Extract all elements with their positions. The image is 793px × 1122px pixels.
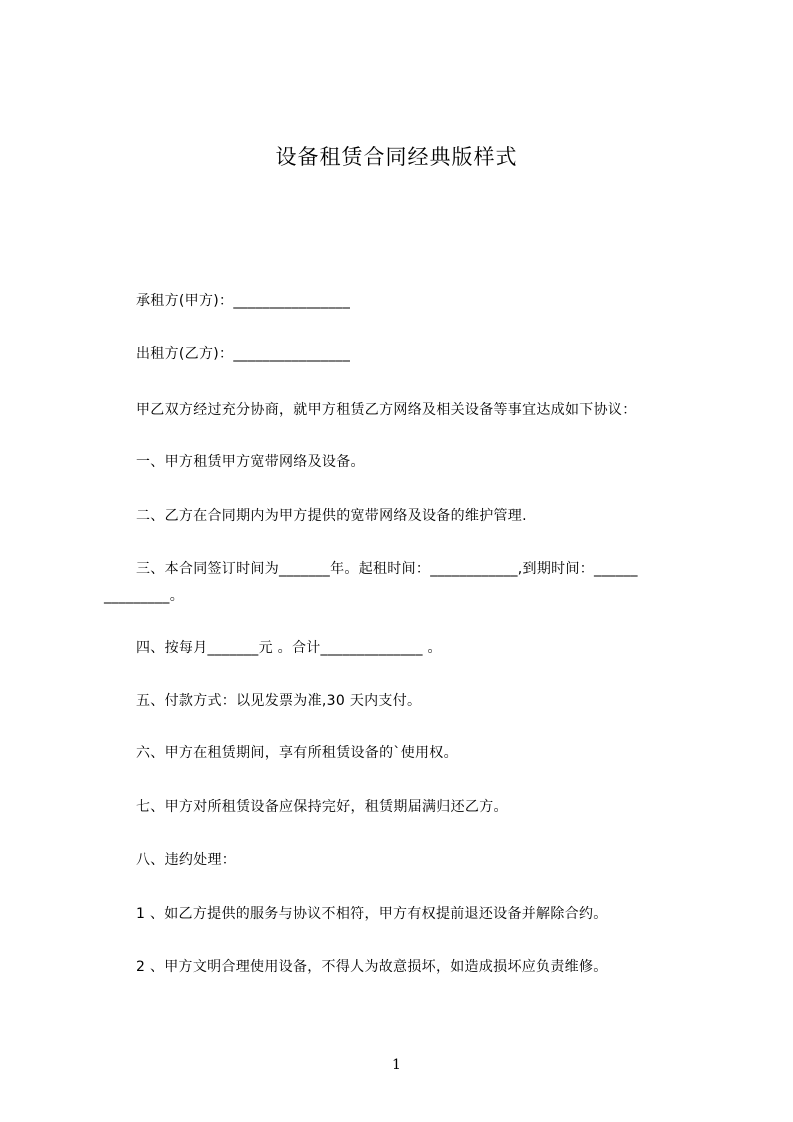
lessee-line: 承租方(甲方)：________________ bbox=[136, 293, 351, 309]
clause-3-continued: _________。 bbox=[104, 588, 184, 604]
clause-2: 二、乙方在合同期内为甲方提供的宽带网络及设备的维护管理. bbox=[136, 508, 527, 524]
page-number: 1 bbox=[392, 1057, 401, 1073]
clause-7: 七、甲方对所租赁设备应保持完好，租赁期届满归还乙方。 bbox=[136, 799, 508, 815]
clause-6: 六、甲方在租赁期间，享有所租赁设备的`使用权。 bbox=[136, 745, 458, 761]
clause-8-item-1: 1 、如乙方提供的服务与协议不相符，甲方有权提前退还设备并解除合约。 bbox=[136, 906, 608, 922]
lessor-line: 出租方(乙方)：________________ bbox=[136, 346, 351, 362]
clause-3: 三、本合同签订时间为_______年。起租时间：____________,到期时间：______ bbox=[136, 561, 638, 577]
document-title: 设备租赁合同经典版样式 bbox=[275, 145, 518, 169]
clause-1: 一、甲方租赁甲方宽带网络及设备。 bbox=[136, 454, 365, 470]
clause-5: 五、付款方式：以见发票为准,30 天内支付。 bbox=[136, 693, 422, 709]
clause-8-item-2: 2 、甲方文明合理使用设备，不得人为故意损坏，如造成损坏应负责维修。 bbox=[136, 959, 608, 975]
clause-4: 四、按每月_______元 。合计______________ 。 bbox=[136, 640, 442, 656]
clause-8-heading: 八、违约处理： bbox=[136, 852, 237, 868]
agreement-intro: 甲乙双方经过充分协商，就甲方租赁乙方网络及相关设备等事宜达成如下协议： bbox=[136, 402, 637, 418]
